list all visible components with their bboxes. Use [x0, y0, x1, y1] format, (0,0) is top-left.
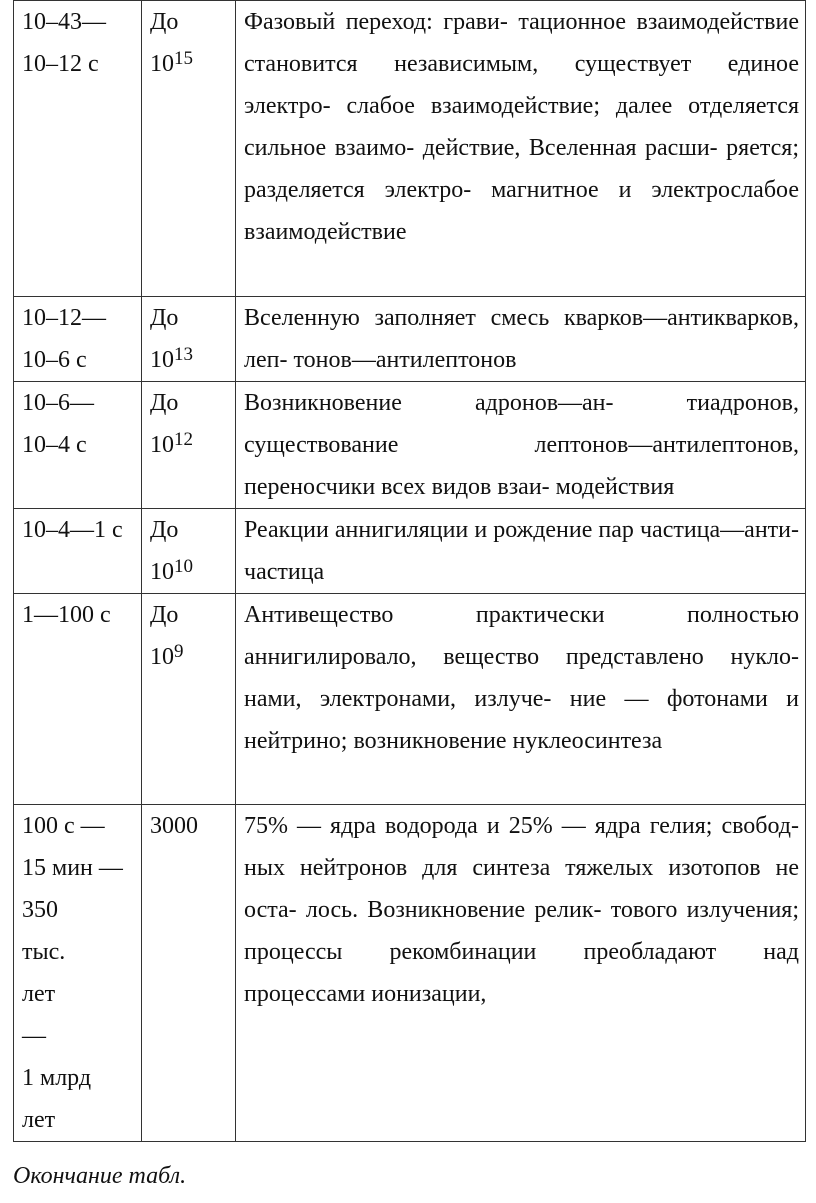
- time-line: 15 мин —: [22, 855, 123, 881]
- temperature-base: 10: [150, 347, 174, 373]
- temperature-cell: [142, 509, 236, 594]
- time-line: —: [22, 1023, 46, 1049]
- temperature-cell: [142, 594, 236, 805]
- temperature-base: 10: [150, 51, 174, 77]
- temperature-base: 10: [150, 559, 174, 585]
- time-line: лет: [22, 1107, 56, 1133]
- cosmology-epochs-table: [13, 0, 806, 1142]
- temperature-prefix: До: [150, 390, 179, 416]
- table-row: [14, 1, 806, 297]
- temperature-exponent: 15: [174, 48, 193, 69]
- temperature-prefix: До: [150, 602, 179, 628]
- table-body: [14, 1, 806, 1142]
- temperature-cell: [142, 382, 236, 509]
- temperature-cell: [142, 297, 236, 382]
- time-line: 100 с —: [22, 813, 105, 839]
- temperature-base: 10: [150, 432, 174, 458]
- description-cell: Возникновение адронов—ан- тиадронов, существование лептонов—антилептонов, переносчики всех видов взаи- модействия: [236, 382, 806, 509]
- time-cell: [14, 594, 142, 805]
- time-line: 10–6—: [22, 390, 94, 416]
- time-line: 10–12—: [22, 305, 106, 331]
- table-row: [14, 382, 806, 509]
- table-row: [14, 509, 806, 594]
- time-line: лет: [22, 981, 56, 1007]
- time-line: тыс.: [22, 939, 66, 965]
- temperature-prefix: 3000: [150, 813, 198, 839]
- temperature-base: 10: [150, 644, 174, 670]
- temperature-cell: [142, 1, 236, 297]
- description-cell: 75% — ядра водорода и 25% — ядра гелия; свобод- ных нейтронов для синтеза тяжелых изотопов не оста- лось. Возникновение релик- тового излучения; процессы рекомбинации преобладают над процессами ионизации,: [236, 805, 806, 1142]
- description-cell: Антивещество практически полностью аннигилировало, вещество представлено нукло- нами, электронами, излуче- ние — фотонами и нейтрино; возникновение нуклеосинтеза: [236, 594, 806, 805]
- time-cell: [14, 382, 142, 509]
- description-cell: Реакции аннигиляции и рождение пар частица—анти- частица: [236, 509, 806, 594]
- time-cell: [14, 509, 142, 594]
- time-line: 10–12 с: [22, 51, 99, 77]
- table-row: [14, 594, 806, 805]
- temperature-exponent: 12: [174, 429, 193, 450]
- description-cell: Вселенную заполняет смесь кварков—антикварков, леп- тонов—антилептонов: [236, 297, 806, 382]
- temperature-exponent: 10: [174, 556, 193, 577]
- time-cell: [14, 297, 142, 382]
- time-cell: [14, 805, 142, 1142]
- temperature-exponent: 9: [174, 641, 184, 662]
- temperature-cell: [142, 805, 236, 1142]
- time-line: 350: [22, 897, 58, 923]
- temperature-prefix: До: [150, 517, 179, 543]
- table-caption: Окончание табл.: [13, 1163, 187, 1189]
- table-row: [14, 297, 806, 382]
- temperature-exponent: 13: [174, 344, 193, 365]
- time-line: 1 млрд: [22, 1065, 92, 1091]
- time-line: 10–6 с: [22, 347, 87, 373]
- description-cell: Фазовый переход: грави- тационное взаимодействие становится независимым, существует единое электро- слабое взаимодействие; далее отделяется сильное взаимо- действие, Вселенная расши- ряется; разделяется электро- магнитное и электрослабое взаимодействие: [236, 1, 806, 297]
- temperature-prefix: До: [150, 305, 179, 331]
- time-line: 10–4—1 с: [22, 517, 123, 543]
- time-line: 10–43—: [22, 9, 106, 35]
- time-line: 10–4 с: [22, 432, 87, 458]
- time-line: 1—100 с: [22, 602, 111, 628]
- time-cell: [14, 1, 142, 297]
- table-row: [14, 805, 806, 1142]
- temperature-prefix: До: [150, 9, 179, 35]
